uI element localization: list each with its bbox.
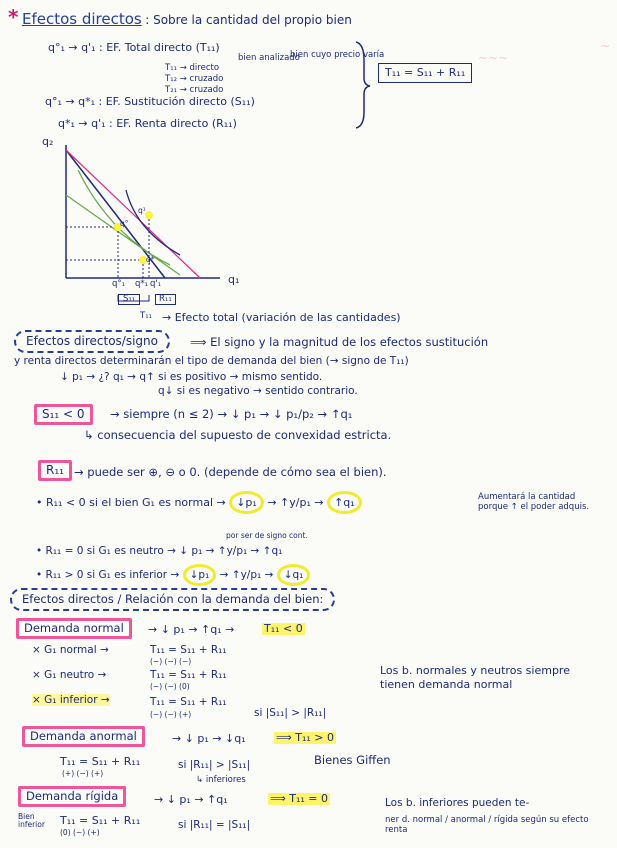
- normal-result: T₁₁ < 0: [264, 622, 303, 635]
- r11-neg-label: • R₁₁ < 0 si el bien G₁ es normal →: [36, 496, 226, 509]
- normal-side-note: Los b. normales y neutros siempre tienen demanda normal: [380, 664, 570, 692]
- rigida-side: Bien inferior: [18, 812, 45, 830]
- signo-line2: y renta directos determinarán el tipo de demanda del bien (→ signo de T₁₁): [14, 355, 409, 367]
- budget-line-final: [66, 150, 200, 278]
- def-t21: T₂₁ → cruzado: [165, 85, 224, 95]
- r11-neg-chain1: ↓p₁: [229, 491, 264, 514]
- graph-ylabel: q₂: [42, 135, 54, 148]
- anormal-cond: si |R₁₁| > |S₁₁|: [178, 759, 251, 771]
- anormal-under: ↳ inferiores: [196, 775, 246, 785]
- normal-c3-eq: T₁₁ = S₁₁ + R₁₁: [150, 696, 227, 708]
- relacion-heading: Efectos directos / Relación con la demanda del bien:: [10, 588, 335, 611]
- page-subtitle: : Sobre la cantidad del propio bien: [145, 13, 352, 27]
- normal-c1-label: × G₁ normal →: [32, 644, 109, 656]
- s11-text: → siempre (n ≤ 2) → ↓ p₁ → ↓ p₁/p₂ → ↑q₁: [110, 407, 353, 421]
- rigida-cond: si |R₁₁| = |S₁₁|: [178, 819, 251, 831]
- s11-label: S₁₁ < 0: [34, 404, 93, 425]
- normal-c1-signs: (−) (−) (−): [150, 657, 192, 666]
- label-r11: R₁₁: [155, 294, 176, 305]
- label-q1: q¹: [138, 206, 146, 215]
- normal-c1-eq: T₁₁ = S₁₁ + R₁₁: [150, 644, 227, 656]
- anormal-label: Demanda anormal: [22, 726, 145, 747]
- graph-caption: → Efecto total (variación de las cantidades): [162, 311, 401, 324]
- s11-note: ↳ consecuencia del supuesto de convexidad estricta.: [84, 428, 392, 442]
- r11-pos-label: • R₁₁ > 0 si G₁ es inferior →: [36, 569, 180, 581]
- normal-label: Demanda normal: [16, 618, 132, 639]
- point-q1: [145, 211, 153, 219]
- tick-q0: q°₁: [112, 279, 126, 289]
- anormal-eq: T₁₁ = S₁₁ + R₁₁: [60, 755, 141, 768]
- normal-c2-eq: T₁₁ = S₁₁ + R₁₁: [150, 669, 227, 681]
- r11-pos-chain1: ↓p₁: [183, 564, 217, 586]
- rigida-eq: T₁₁ = S₁₁ + R₁₁: [60, 814, 141, 827]
- label-qs: q*: [146, 255, 155, 264]
- tick-q1: q'₁: [150, 279, 162, 289]
- normal-c2-label: × G₁ neutro →: [32, 669, 107, 681]
- anormal-chain: → ↓ p₁ → ↓q₁: [172, 732, 246, 745]
- bleed-mark-2: ~: [600, 39, 611, 53]
- tick-qs: q*₁: [135, 279, 149, 289]
- signo-line1: ⟹ El signo y la magnitud de los efectos sustitución: [190, 335, 489, 349]
- label-q0: q°: [120, 219, 129, 228]
- r11-zero: • R₁₁ = 0 si G₁ es neutro → ↓ p₁ → ↑y/p₁ → ↑q₁: [36, 545, 283, 557]
- def-renta: q*₁ → q'₁ : EF. Renta directo (R₁₁): [58, 117, 237, 130]
- normal-chain: → ↓ p₁ → ↑q₁ →: [148, 623, 235, 636]
- rigida-signs: (0) (−) (+): [60, 828, 100, 837]
- compensated-budget-line: [66, 195, 180, 275]
- r11-neg-chain2: → ↑y/p₁ →: [267, 496, 324, 509]
- label-s11: S₁₁: [118, 294, 140, 305]
- header: [8, 6, 352, 28]
- r11-pos-chain2: → ↑y/p₁ →: [219, 569, 274, 581]
- rigida-chain: → ↓ p₁ → ↑q₁: [154, 793, 228, 806]
- r11-neg: [36, 497, 362, 509]
- anormal-bienes: Bienes Giffen: [314, 753, 391, 767]
- rigida-side-note2: ner d. normal / anormal / rígida según su efecto renta: [385, 815, 589, 836]
- normal-c3-label-text: × G₁ inferior →: [32, 694, 110, 706]
- normal-c2-signs: (−) (−) (0): [150, 682, 190, 691]
- signo-heading: Efectos directos/signo: [14, 330, 170, 353]
- def-total: q°₁ → q'₁ : EF. Total directo (T₁₁): [48, 41, 220, 54]
- def-t11: T₁₁ → directo: [165, 63, 220, 73]
- anormal-signs: (+) (−) (+): [62, 769, 104, 778]
- bracket-shape: [352, 40, 372, 130]
- normal-c3-label: [32, 695, 110, 707]
- rigida-result: ⟹ T₁₁ = 0: [270, 792, 329, 805]
- anormal-result: ⟹ T₁₁ > 0: [276, 731, 335, 744]
- r11-pos-chain3: ↓q₁: [277, 564, 311, 586]
- indifference-curve-2: [126, 190, 180, 255]
- r11-neg-under: por ser de signo cont.: [226, 531, 308, 540]
- signo-line3: ↓ p₁ → ¿? q₁ → q↑ si es positivo → mismo sentido.: [60, 371, 323, 383]
- r11-label: R₁₁: [38, 460, 72, 481]
- r11-neg-chain3: ↑q₁: [327, 491, 362, 514]
- label-t11: T₁₁: [140, 311, 153, 321]
- rigida-label: Demanda rígida: [18, 786, 126, 807]
- bracket-equation: T₁₁ = S₁₁ + R₁₁: [378, 63, 472, 83]
- r11-text: → puede ser ⊕, ⊖ o 0. (depende de cómo sea el bien).: [74, 465, 387, 479]
- normal-c3-signs: (−) (−) (+): [150, 710, 192, 719]
- def-sustitucion: q°₁ → q*₁ : EF. Sustitución directo (S₁₁): [45, 95, 255, 108]
- page-title: Efectos directos: [21, 10, 142, 28]
- r11-neg-note: Aumentará la cantidad porque ↑ el poder adquis.: [478, 492, 590, 513]
- def-t12: T₁₂ → cruzado: [165, 74, 224, 84]
- rigida-side-note1: Los b. inferiores pueden te-: [385, 797, 530, 809]
- def-bien-cuyo-precio: bien cuyo precio varía: [290, 50, 385, 60]
- r11-pos: [36, 570, 310, 582]
- normal-c3-cond: si |S₁₁| > |R₁₁|: [254, 707, 327, 719]
- def-bien-analizado: bien analizado: [238, 53, 300, 63]
- star-icon: *: [8, 5, 19, 29]
- graph-xlabel: q₁: [228, 273, 240, 286]
- bleed-mark-1: ~~~: [478, 51, 509, 65]
- signo-line4: q↓ si es negativo → sentido contrario.: [158, 385, 358, 397]
